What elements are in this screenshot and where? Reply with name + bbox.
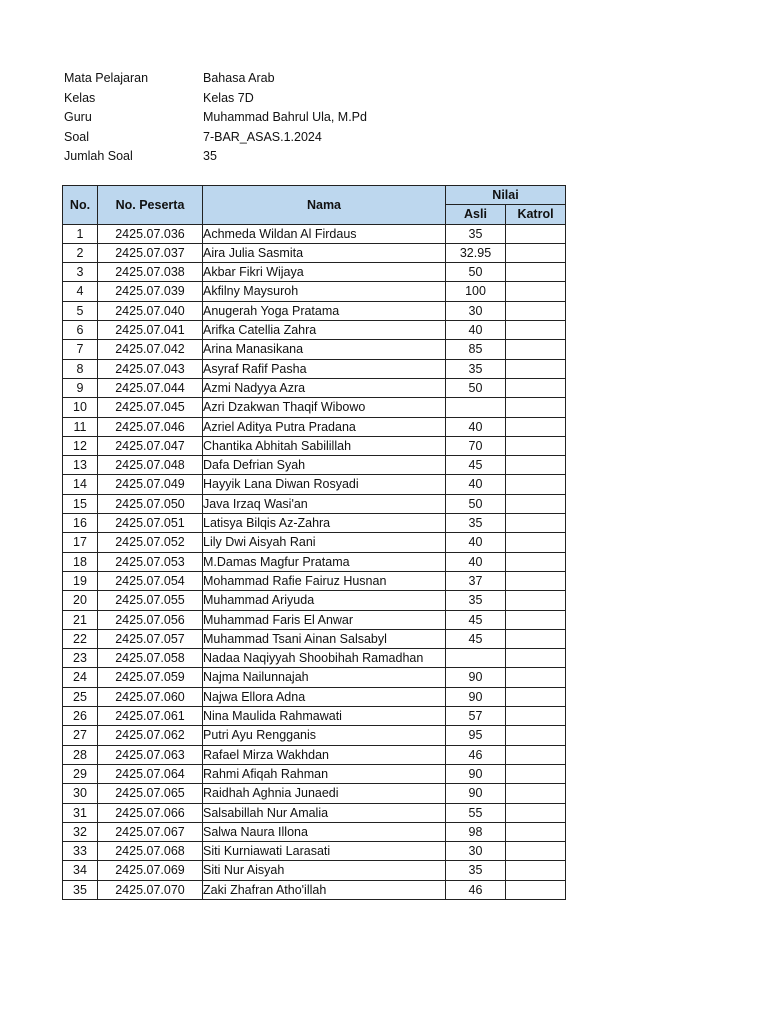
cell-no[interactable]: 20: [63, 591, 98, 610]
cell-adjusted-score[interactable]: [506, 591, 566, 610]
cell-name[interactable]: Najwa Ellora Adna: [203, 687, 446, 706]
info-row-subject: [64, 69, 367, 89]
cell-participant-number[interactable]: 2425.07.046: [98, 417, 203, 436]
cell-no[interactable]: 18: [63, 552, 98, 571]
cell-name[interactable]: Latisya Bilqis Az-Zahra: [203, 514, 446, 533]
cell-name[interactable]: Anugerah Yoga Pratama: [203, 301, 446, 320]
cell-name[interactable]: Arifka Catellia Zahra: [203, 321, 446, 340]
cell-name[interactable]: Salwa Naura Illona: [203, 822, 446, 841]
table-row: [63, 803, 566, 822]
cell-original-score[interactable]: 45: [446, 629, 506, 648]
cell-adjusted-score[interactable]: [506, 668, 566, 687]
cell-name[interactable]: Raidhah Aghnia Junaedi: [203, 784, 446, 803]
cell-name[interactable]: Azriel Aditya Putra Pradana: [203, 417, 446, 436]
cell-original-score[interactable]: 46: [446, 745, 506, 764]
cell-name[interactable]: Azmi Nadyya Azra: [203, 378, 446, 397]
info-label: Soal: [64, 129, 90, 144]
table-row: [63, 494, 566, 513]
cell-no[interactable]: 12: [63, 436, 98, 455]
cell-name[interactable]: Nina Maulida Rahmawati: [203, 707, 446, 726]
cell-no[interactable]: 4: [63, 282, 98, 301]
cell-no[interactable]: 31: [63, 803, 98, 822]
cell-original-score[interactable]: 45: [446, 610, 506, 629]
cell-adjusted-score[interactable]: [506, 880, 566, 899]
cell-no[interactable]: 19: [63, 571, 98, 590]
cell-no[interactable]: 16: [63, 514, 98, 533]
cell-participant-number[interactable]: 2425.07.064: [98, 764, 203, 783]
cell-adjusted-score[interactable]: [506, 321, 566, 340]
cell-name[interactable]: Putri Ayu Rengganis: [203, 726, 446, 745]
cell-name[interactable]: Mohammad Rafie Fairuz Husnan: [203, 571, 446, 590]
cell-participant-number[interactable]: 2425.07.045: [98, 398, 203, 417]
cell-participant-number[interactable]: 2425.07.048: [98, 456, 203, 475]
info-row-question-count: [64, 147, 367, 167]
cell-original-score[interactable]: [446, 649, 506, 668]
cell-participant-number[interactable]: 2425.07.037: [98, 243, 203, 262]
table-row: [63, 861, 566, 880]
table-row: [63, 224, 566, 243]
cell-no[interactable]: 17: [63, 533, 98, 552]
cell-name[interactable]: Chantika Abhitah Sabilillah: [203, 436, 446, 455]
cell-no[interactable]: 15: [63, 494, 98, 513]
table-row: [63, 243, 566, 262]
cell-participant-number[interactable]: 2425.07.044: [98, 378, 203, 397]
cell-adjusted-score[interactable]: [506, 359, 566, 378]
cell-adjusted-score[interactable]: [506, 436, 566, 455]
cell-participant-number[interactable]: 2425.07.052: [98, 533, 203, 552]
cell-adjusted-score[interactable]: [506, 707, 566, 726]
cell-no[interactable]: 27: [63, 726, 98, 745]
cell-name[interactable]: Aira Julia Sasmita: [203, 243, 446, 262]
cell-adjusted-score[interactable]: [506, 224, 566, 243]
cell-original-score[interactable]: 50: [446, 378, 506, 397]
cell-adjusted-score[interactable]: [506, 764, 566, 783]
cell-original-score[interactable]: 57: [446, 707, 506, 726]
info-value: 7-BAR_ASAS.1.2024: [203, 129, 322, 144]
info-row-teacher: [64, 108, 367, 128]
cell-name[interactable]: Rahmi Afiqah Rahman: [203, 764, 446, 783]
header-original-score[interactable]: Asli: [446, 205, 506, 224]
cell-original-score[interactable]: 50: [446, 263, 506, 282]
cell-participant-number[interactable]: 2425.07.050: [98, 494, 203, 513]
cell-participant-number[interactable]: 2425.07.042: [98, 340, 203, 359]
table-row: [63, 533, 566, 552]
cell-name[interactable]: Rafael Mirza Wakhdan: [203, 745, 446, 764]
cell-adjusted-score[interactable]: [506, 494, 566, 513]
document-info: [64, 69, 367, 167]
cell-original-score[interactable]: 35: [446, 591, 506, 610]
header-adjusted-score[interactable]: Katrol: [506, 205, 566, 224]
table-row: [63, 687, 566, 706]
cell-participant-number[interactable]: 2425.07.063: [98, 745, 203, 764]
cell-original-score[interactable]: 95: [446, 726, 506, 745]
cell-participant-number[interactable]: 2425.07.055: [98, 591, 203, 610]
cell-participant-number[interactable]: 2425.07.068: [98, 842, 203, 861]
table-row: [63, 456, 566, 475]
cell-original-score[interactable]: 40: [446, 417, 506, 436]
cell-adjusted-score[interactable]: [506, 726, 566, 745]
cell-name[interactable]: Akfilny Maysuroh: [203, 282, 446, 301]
cell-original-score[interactable]: 90: [446, 764, 506, 783]
cell-no[interactable]: 21: [63, 610, 98, 629]
table-row: [63, 436, 566, 455]
cell-adjusted-score[interactable]: [506, 340, 566, 359]
cell-participant-number[interactable]: 2425.07.060: [98, 687, 203, 706]
table-row: [63, 417, 566, 436]
info-value: 35: [203, 149, 217, 163]
cell-no[interactable]: 22: [63, 629, 98, 648]
cell-adjusted-score[interactable]: [506, 475, 566, 494]
cell-participant-number[interactable]: 2425.07.039: [98, 282, 203, 301]
cell-adjusted-score[interactable]: [506, 378, 566, 397]
cell-participant-number[interactable]: 2425.07.059: [98, 668, 203, 687]
cell-original-score[interactable]: 35: [446, 359, 506, 378]
cell-original-score[interactable]: 30: [446, 842, 506, 861]
cell-no[interactable]: 24: [63, 668, 98, 687]
cell-original-score[interactable]: 85: [446, 340, 506, 359]
table-row: [63, 340, 566, 359]
cell-participant-number[interactable]: 2425.07.066: [98, 803, 203, 822]
cell-name[interactable]: Muhammad Tsani Ainan Salsabyl: [203, 629, 446, 648]
cell-adjusted-score[interactable]: [506, 263, 566, 282]
cell-participant-number[interactable]: 2425.07.040: [98, 301, 203, 320]
cell-no[interactable]: 35: [63, 880, 98, 899]
cell-participant-number[interactable]: 2425.07.053: [98, 552, 203, 571]
table-row: [63, 764, 566, 783]
cell-original-score[interactable]: 90: [446, 668, 506, 687]
cell-participant-number[interactable]: 2425.07.069: [98, 861, 203, 880]
info-value: Kelas 7D: [203, 90, 254, 105]
cell-original-score[interactable]: 100: [446, 282, 506, 301]
cell-adjusted-score[interactable]: [506, 398, 566, 417]
info-row-class: [64, 89, 367, 109]
table-body: [63, 224, 566, 899]
cell-adjusted-score[interactable]: [506, 456, 566, 475]
cell-no[interactable]: 1: [63, 224, 98, 243]
cell-no[interactable]: 34: [63, 861, 98, 880]
info-label: Jumlah Soal: [64, 149, 133, 163]
cell-no[interactable]: 33: [63, 842, 98, 861]
cell-original-score[interactable]: 37: [446, 571, 506, 590]
table-row: [63, 707, 566, 726]
cell-no[interactable]: 14: [63, 475, 98, 494]
cell-no[interactable]: 8: [63, 359, 98, 378]
cell-name[interactable]: Siti Nur Aisyah: [203, 861, 446, 880]
cell-adjusted-score[interactable]: [506, 552, 566, 571]
table-row: [63, 571, 566, 590]
info-row-exam-code: [64, 128, 367, 148]
cell-adjusted-score[interactable]: [506, 842, 566, 861]
cell-original-score[interactable]: 40: [446, 552, 506, 571]
cell-name[interactable]: Dafa Defrian Syah: [203, 456, 446, 475]
cell-no[interactable]: 6: [63, 321, 98, 340]
cell-adjusted-score[interactable]: [506, 533, 566, 552]
cell-no[interactable]: 10: [63, 398, 98, 417]
cell-participant-number[interactable]: 2425.07.067: [98, 822, 203, 841]
cell-original-score[interactable]: 90: [446, 784, 506, 803]
cell-adjusted-score[interactable]: [506, 282, 566, 301]
cell-no[interactable]: 9: [63, 378, 98, 397]
cell-original-score[interactable]: [446, 398, 506, 417]
cell-participant-number[interactable]: 2425.07.047: [98, 436, 203, 455]
cell-original-score[interactable]: 40: [446, 533, 506, 552]
cell-name[interactable]: Muhammad Ariyuda: [203, 591, 446, 610]
cell-adjusted-score[interactable]: [506, 243, 566, 262]
cell-participant-number[interactable]: 2425.07.057: [98, 629, 203, 648]
cell-adjusted-score[interactable]: [506, 822, 566, 841]
info-label: Guru: [64, 110, 92, 124]
table-row: [63, 301, 566, 320]
cell-participant-number[interactable]: 2425.07.070: [98, 880, 203, 899]
cell-participant-number[interactable]: 2425.07.041: [98, 321, 203, 340]
cell-no[interactable]: 11: [63, 417, 98, 436]
cell-original-score[interactable]: 90: [446, 687, 506, 706]
grades-table: [62, 185, 566, 900]
cell-no[interactable]: 26: [63, 707, 98, 726]
cell-participant-number[interactable]: 2425.07.061: [98, 707, 203, 726]
cell-no[interactable]: 2: [63, 243, 98, 262]
cell-no[interactable]: 5: [63, 301, 98, 320]
cell-adjusted-score[interactable]: [506, 417, 566, 436]
cell-name[interactable]: Hayyik Lana Diwan Rosyadi: [203, 475, 446, 494]
info-value: Bahasa Arab: [203, 71, 275, 85]
cell-participant-number[interactable]: 2425.07.049: [98, 475, 203, 494]
cell-original-score[interactable]: 35: [446, 861, 506, 880]
table-row: [63, 591, 566, 610]
cell-original-score[interactable]: 98: [446, 822, 506, 841]
cell-original-score[interactable]: 40: [446, 475, 506, 494]
table-row: [63, 321, 566, 340]
cell-name[interactable]: Siti Kurniawati Larasati: [203, 842, 446, 861]
header-participant-number[interactable]: No. Peserta: [98, 186, 203, 225]
cell-no[interactable]: 30: [63, 784, 98, 803]
cell-no[interactable]: 32: [63, 822, 98, 841]
table-row: [63, 784, 566, 803]
info-value: Muhammad Bahrul Ula, M.Pd: [203, 110, 367, 124]
table-row: [63, 359, 566, 378]
cell-name[interactable]: Achmeda Wildan Al Firdaus: [203, 224, 446, 243]
cell-participant-number[interactable]: 2425.07.054: [98, 571, 203, 590]
table-row: [63, 552, 566, 571]
cell-original-score[interactable]: 55: [446, 803, 506, 822]
header-score-group[interactable]: Nilai: [446, 186, 566, 205]
table-row: [63, 668, 566, 687]
table-row: [63, 475, 566, 494]
cell-name[interactable]: Salsabillah Nur Amalia: [203, 803, 446, 822]
cell-original-score[interactable]: 70: [446, 436, 506, 455]
cell-adjusted-score[interactable]: [506, 301, 566, 320]
table-row: [63, 745, 566, 764]
cell-no[interactable]: 25: [63, 687, 98, 706]
cell-no[interactable]: 23: [63, 649, 98, 668]
cell-name[interactable]: Najma Nailunnajah: [203, 668, 446, 687]
cell-original-score[interactable]: 35: [446, 514, 506, 533]
cell-adjusted-score[interactable]: [506, 649, 566, 668]
cell-original-score[interactable]: 50: [446, 494, 506, 513]
cell-name[interactable]: Nadaa Naqiyyah Shoobihah Ramadhan: [203, 649, 446, 668]
table-row: [63, 726, 566, 745]
cell-participant-number[interactable]: 2425.07.051: [98, 514, 203, 533]
table-row: [63, 880, 566, 899]
cell-no[interactable]: 3: [63, 263, 98, 282]
cell-participant-number[interactable]: 2425.07.043: [98, 359, 203, 378]
cell-adjusted-score[interactable]: [506, 571, 566, 590]
cell-adjusted-score[interactable]: [506, 687, 566, 706]
table-row: [63, 282, 566, 301]
cell-name[interactable]: Muhammad Faris El Anwar: [203, 610, 446, 629]
cell-participant-number[interactable]: 2425.07.065: [98, 784, 203, 803]
cell-name[interactable]: Arina Manasikana: [203, 340, 446, 359]
cell-no[interactable]: 29: [63, 764, 98, 783]
header-no[interactable]: No.: [63, 186, 98, 225]
cell-name[interactable]: Lily Dwi Aisyah Rani: [203, 533, 446, 552]
cell-adjusted-score[interactable]: [506, 629, 566, 648]
table-row: [63, 649, 566, 668]
cell-no[interactable]: 13: [63, 456, 98, 475]
header-name[interactable]: Nama: [203, 186, 446, 225]
table-row: [63, 398, 566, 417]
cell-original-score[interactable]: 35: [446, 224, 506, 243]
cell-name[interactable]: Zaki Zhafran Atho'illah: [203, 880, 446, 899]
table-row: [63, 842, 566, 861]
cell-adjusted-score[interactable]: [506, 610, 566, 629]
cell-name[interactable]: Asyraf Rafif Pasha: [203, 359, 446, 378]
table-row: [63, 610, 566, 629]
cell-name[interactable]: Akbar Fikri Wijaya: [203, 263, 446, 282]
cell-adjusted-score[interactable]: [506, 784, 566, 803]
cell-no[interactable]: 7: [63, 340, 98, 359]
table-row: [63, 378, 566, 397]
table-row: [63, 822, 566, 841]
cell-original-score[interactable]: 46: [446, 880, 506, 899]
cell-adjusted-score[interactable]: [506, 514, 566, 533]
cell-original-score[interactable]: 45: [446, 456, 506, 475]
cell-name[interactable]: M.Damas Magfur Pratama: [203, 552, 446, 571]
cell-original-score[interactable]: 40: [446, 321, 506, 340]
cell-no[interactable]: 28: [63, 745, 98, 764]
cell-participant-number[interactable]: 2425.07.038: [98, 263, 203, 282]
cell-participant-number[interactable]: 2425.07.056: [98, 610, 203, 629]
cell-original-score[interactable]: 32.95: [446, 243, 506, 262]
cell-original-score[interactable]: 30: [446, 301, 506, 320]
cell-adjusted-score[interactable]: [506, 861, 566, 880]
cell-adjusted-score[interactable]: [506, 745, 566, 764]
cell-adjusted-score[interactable]: [506, 803, 566, 822]
info-label: Mata Pelajaran: [64, 71, 149, 85]
table-row: [63, 514, 566, 533]
info-label: Kelas: [64, 90, 96, 105]
cell-participant-number[interactable]: 2425.07.036: [98, 224, 203, 243]
cell-participant-number[interactable]: 2425.07.058: [98, 649, 203, 668]
cell-name[interactable]: Java Irzaq Wasi'an: [203, 494, 446, 513]
cell-participant-number[interactable]: 2425.07.062: [98, 726, 203, 745]
cell-name[interactable]: Azri Dzakwan Thaqif Wibowo: [203, 398, 446, 417]
table-row: [63, 263, 566, 282]
table-row: [63, 629, 566, 648]
